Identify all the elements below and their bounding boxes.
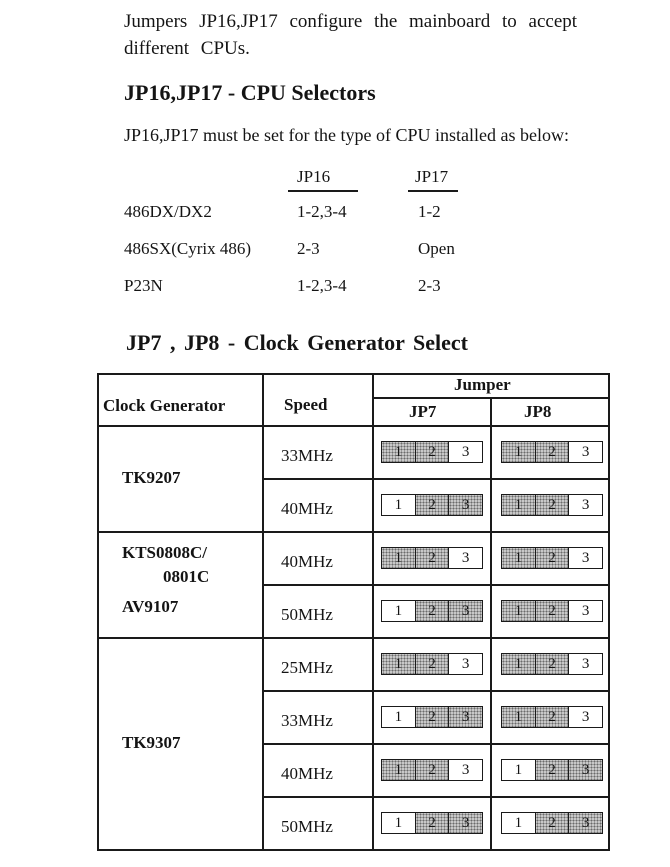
- jumper-pin: 1: [394, 496, 403, 513]
- jumper-block: [501, 812, 603, 834]
- cpu-row-jp16: 1-2,3-4: [297, 276, 347, 295]
- speed-value: 40MHz: [281, 552, 333, 571]
- jumper-pin: 3: [448, 707, 482, 727]
- jumper-pin: 3: [568, 548, 602, 568]
- jumper-pin: 2: [415, 548, 449, 568]
- cpu-row-name: 486SX(Cyrix 486): [124, 239, 252, 258]
- jumper-pin: 2: [415, 495, 449, 515]
- row-divider: [262, 584, 608, 586]
- table-right-border: [608, 373, 610, 851]
- jumper-block: [501, 653, 603, 675]
- jumper-pin: 2: [535, 495, 569, 515]
- cpu-header-jp16: JP16: [297, 167, 331, 186]
- jumper-pin: 3: [568, 760, 602, 780]
- jumper-pin: 2: [535, 813, 569, 833]
- jumper-pin: 2: [535, 442, 569, 462]
- jumper-pin: 2: [415, 813, 449, 833]
- jumper-pin: 3: [568, 495, 602, 515]
- cpu-row-jp16: 2-3: [297, 239, 320, 258]
- table-bottom-border: [97, 849, 608, 851]
- jumper-pin: 1: [394, 708, 403, 725]
- jumper-block: [501, 441, 603, 463]
- jumper-pin: 2: [535, 654, 569, 674]
- row-divider: [262, 743, 608, 745]
- clock-section-title: JP7 , JP8 - Clock Generator Select: [126, 330, 469, 355]
- cpu-header-jp16-underline: [288, 190, 358, 192]
- cpu-row-name: 486DX/DX2: [124, 202, 212, 221]
- jumper-pin: 1: [382, 760, 415, 780]
- generator-name: 0801C: [163, 567, 210, 586]
- jumper-pin: 3: [448, 548, 482, 568]
- jumper-pin: 1: [502, 548, 535, 568]
- jumper-pin: 1: [514, 761, 523, 778]
- clock-generator-table: [97, 373, 608, 849]
- cpu-row-jp16: 1-2,3-4: [297, 202, 347, 221]
- jumper-pin: 1: [502, 495, 535, 515]
- header-jp8: JP8: [524, 402, 552, 421]
- row-divider: [262, 690, 608, 692]
- jumper-pin: 1: [502, 442, 535, 462]
- jumper-block: [381, 600, 483, 622]
- jumper-pin: 3: [568, 601, 602, 621]
- jumper-pin: 2: [535, 707, 569, 727]
- jumper-pin: 1: [382, 442, 415, 462]
- table-left-border: [97, 373, 99, 849]
- row-divider: [262, 478, 608, 480]
- group-divider: [97, 637, 608, 639]
- cpu-row-jp17: 1-2: [418, 202, 441, 221]
- jumper-pin: 2: [415, 760, 449, 780]
- jumper-block: [501, 706, 603, 728]
- intro-text: Jumpers JP16,JP17 configure the mainboard to accept different CPUs.: [124, 11, 578, 59]
- row-divider: [262, 796, 608, 798]
- cpu-row-jp17: 2-3: [418, 276, 441, 295]
- jumper-pin: 2: [535, 601, 569, 621]
- speed-value: 33MHz: [281, 711, 333, 730]
- cpu-header-jp17: JP17: [415, 167, 449, 186]
- cpu-row-name: P23N: [124, 276, 163, 295]
- jumper-pin: 1: [382, 548, 415, 568]
- speed-value: 50MHz: [281, 605, 333, 624]
- jumper-pin: 1: [502, 654, 535, 674]
- jumper-pin: 3: [448, 495, 482, 515]
- speed-value: 25MHz: [281, 658, 333, 677]
- jumper-pin: 3: [568, 707, 602, 727]
- jumper-pin: 1: [394, 814, 403, 831]
- jumper-pin: 3: [448, 813, 482, 833]
- jumper-pin: 2: [415, 707, 449, 727]
- header-bottom-border: [97, 425, 608, 427]
- jumper-block: [381, 653, 483, 675]
- jumper-block: [381, 706, 483, 728]
- jumper-pin: 2: [535, 760, 569, 780]
- jp7-column-divider: [372, 373, 374, 849]
- jumper-pin: 1: [502, 707, 535, 727]
- jumper-block: [381, 494, 483, 516]
- header-jumper: Jumper: [454, 375, 511, 394]
- jumper-pin: 3: [568, 442, 602, 462]
- jumper-pin: 3: [568, 813, 602, 833]
- jumper-pin: 1: [382, 654, 415, 674]
- speed-value: 33MHz: [281, 446, 333, 465]
- jumper-pin: 2: [535, 548, 569, 568]
- jumper-pin: 3: [568, 654, 602, 674]
- jumper-pin: 3: [448, 760, 482, 780]
- jumper-pin: 3: [448, 654, 482, 674]
- jumper-pin: 2: [415, 442, 449, 462]
- jumper-block: [381, 759, 483, 781]
- generator-name: TK9207: [122, 468, 181, 487]
- speed-value: 40MHz: [281, 764, 333, 783]
- cpu-header-jp17-underline: [408, 190, 458, 192]
- header-speed: Speed: [284, 395, 328, 414]
- header-jp7: JP7: [409, 402, 437, 421]
- cpu-section-title: JP16,JP17 - CPU Selectors: [124, 80, 376, 105]
- jumper-block: [381, 812, 483, 834]
- jumper-pin: 1: [394, 602, 403, 619]
- generator-name: TK9307: [122, 733, 181, 752]
- group-divider: [97, 531, 608, 533]
- jumper-block: [501, 494, 603, 516]
- jumper-block: [501, 759, 603, 781]
- table-top-border: [97, 373, 608, 375]
- cpu-row-jp17: Open: [418, 239, 455, 258]
- jumper-pin: 2: [415, 601, 449, 621]
- jumper-pin: 1: [514, 814, 523, 831]
- jumper-pin: 3: [448, 442, 482, 462]
- jumper-block: [501, 600, 603, 622]
- speed-value: 50MHz: [281, 817, 333, 836]
- jumper-pin: 1: [502, 601, 535, 621]
- speed-value: 40MHz: [281, 499, 333, 518]
- jumper-pin: 2: [415, 654, 449, 674]
- header-clock-generator: Clock Generator: [103, 396, 226, 415]
- generator-name: KTS0808C/: [122, 543, 208, 562]
- generator-name: AV9107: [122, 597, 179, 616]
- jumper-block: [381, 441, 483, 463]
- jumper-block: [381, 547, 483, 569]
- jp8-column-divider: [490, 397, 492, 849]
- speed-column-divider: [262, 373, 264, 849]
- cpu-section-description: JP16,JP17 must be set for the type of CPU installed as below:: [124, 125, 569, 145]
- jumper-pin: 3: [448, 601, 482, 621]
- jumper-block: [501, 547, 603, 569]
